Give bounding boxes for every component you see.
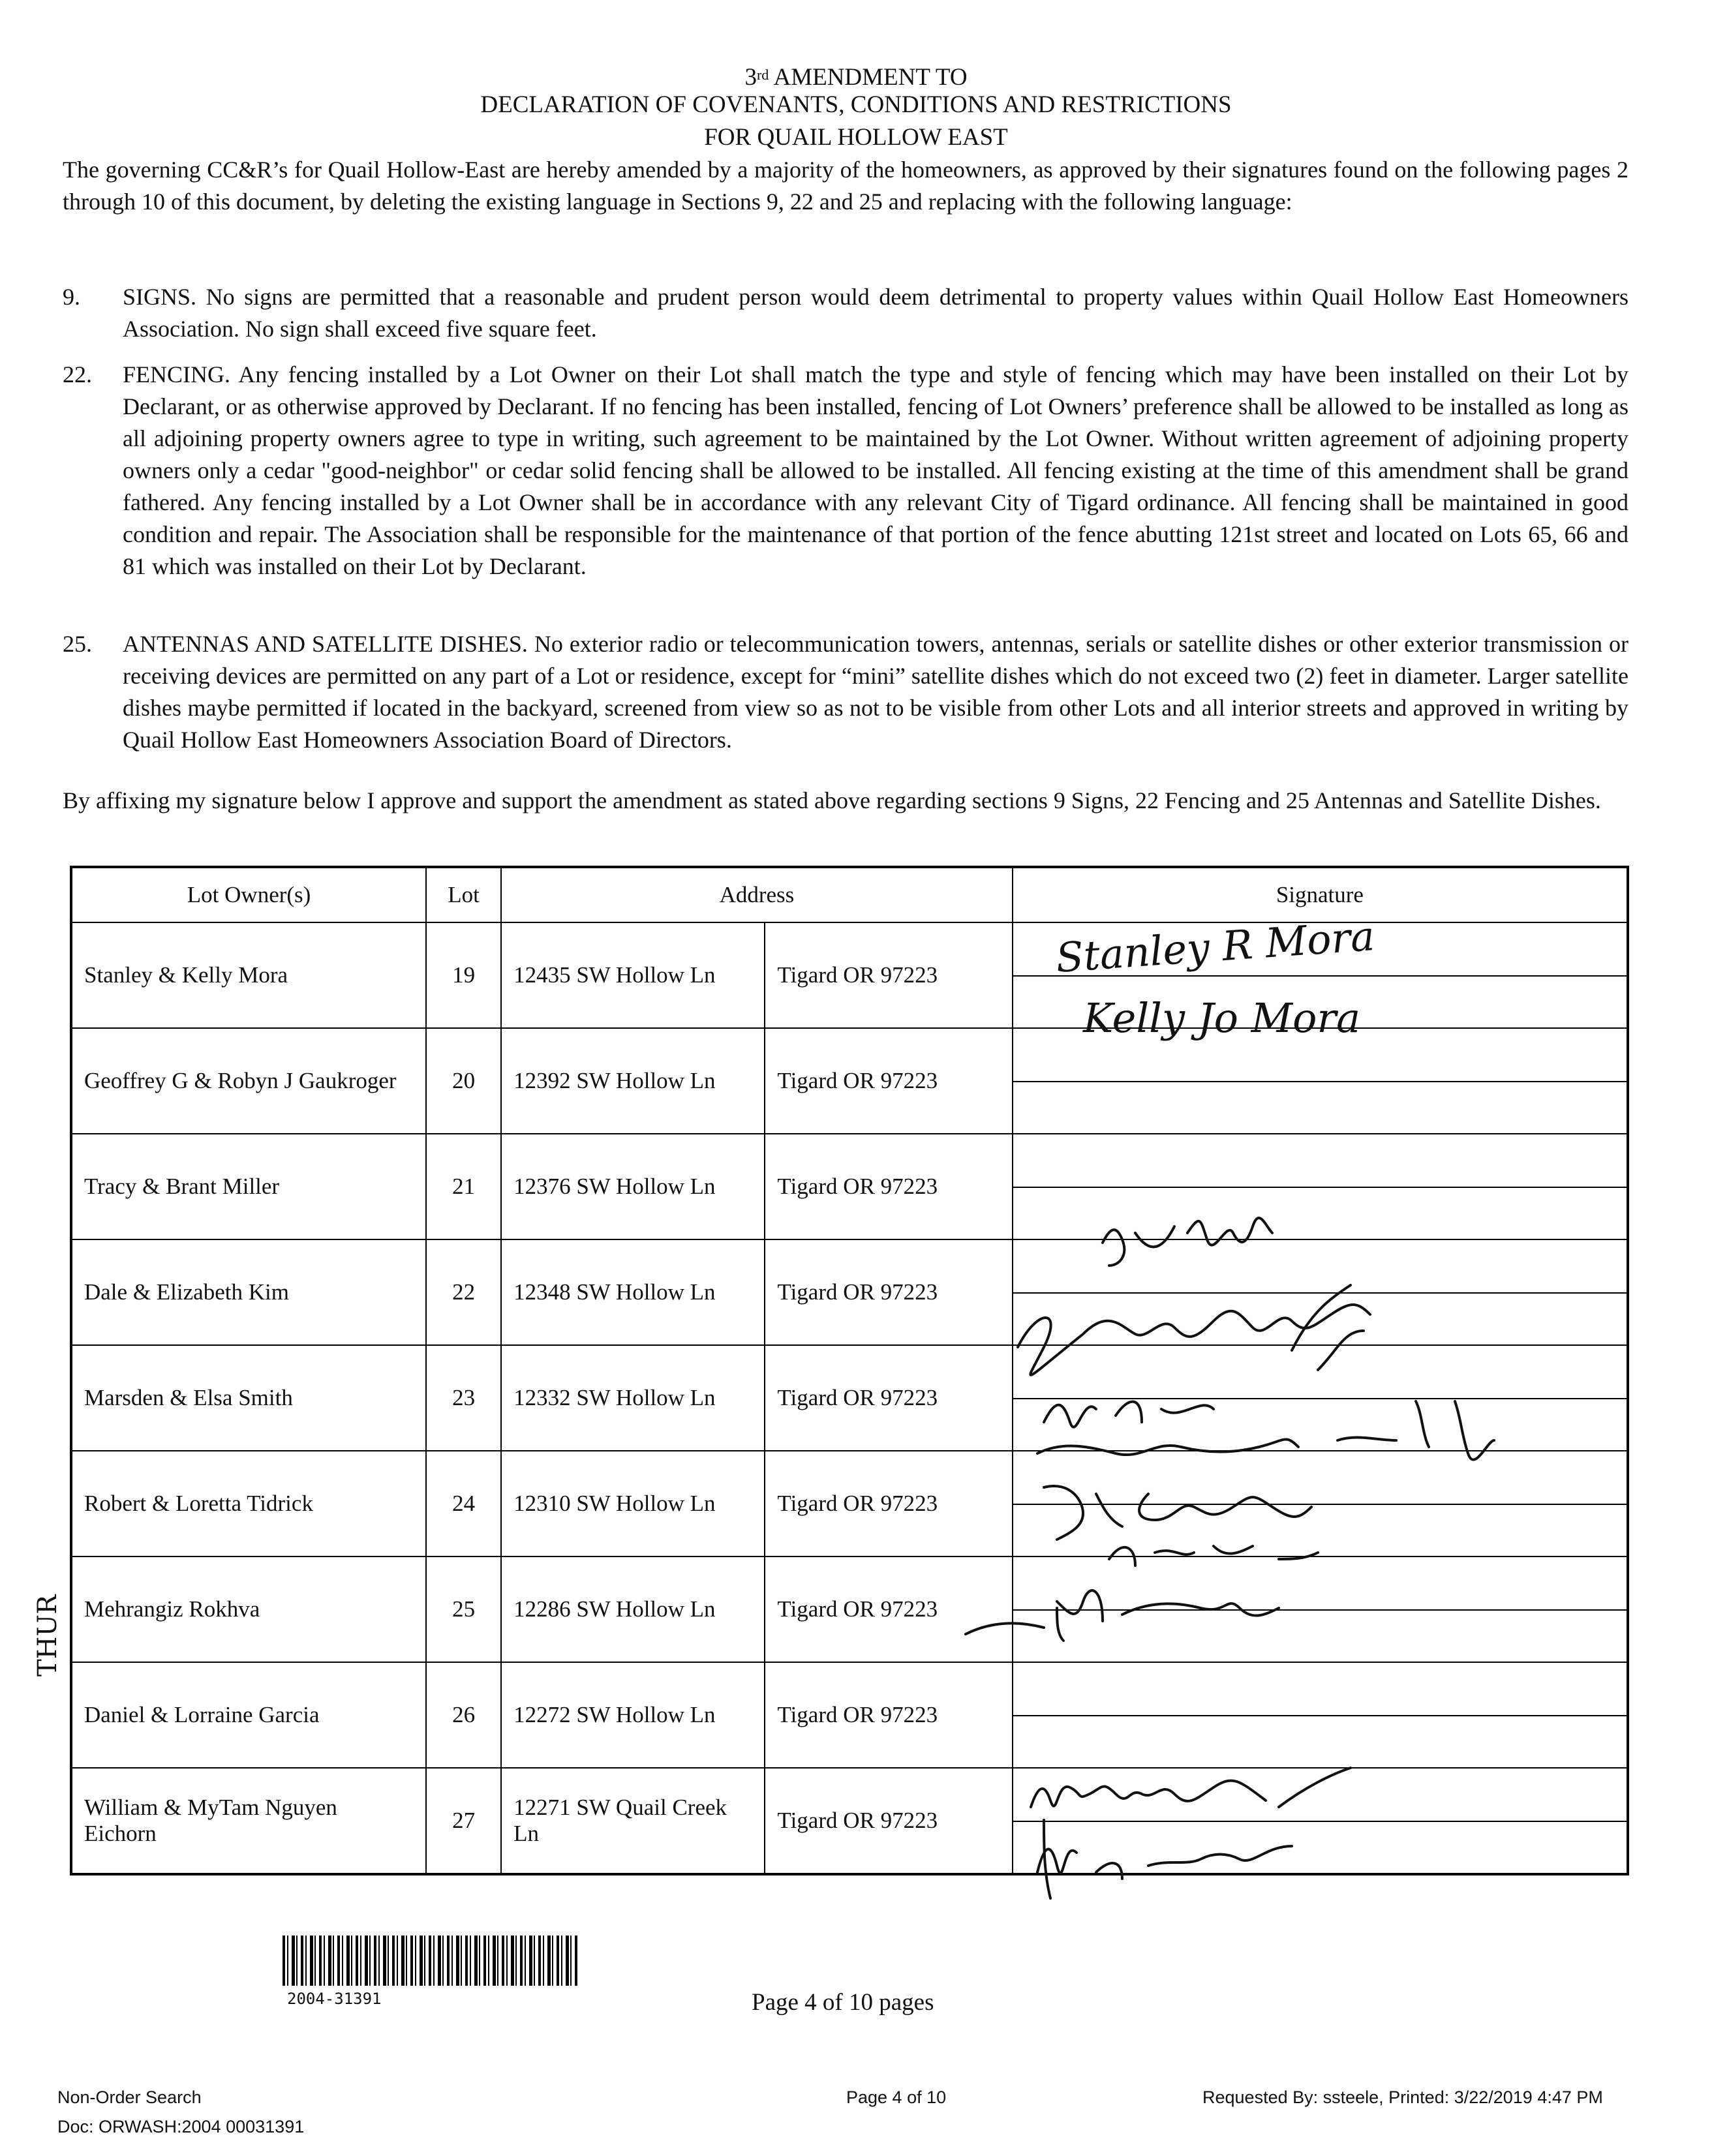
city-cell: Tigard OR 97223 [765,1556,1012,1662]
margin-handwritten-note: THUR [33,1594,63,1677]
signature-kelly-mora [1082,994,1360,1042]
header-lot-owners: Lot Owner(s) [71,867,426,922]
signature-rokhva [966,1590,1279,1641]
lot-cell: 24 [426,1451,501,1556]
street-cell: 12392 SW Hollow Ln [501,1028,765,1134]
svg-text:Kelly Jo Mora: Kelly Jo Mora [1083,994,1361,1042]
city-cell: Tigard OR 97223 [765,1134,1012,1239]
city-cell: Tigard OR 97223 [765,1451,1012,1556]
signature-stanley-mora [1054,912,1376,982]
doc-title-line1: 3rd AMENDMENT TO [744,64,968,91]
owner-cell: Marsden & Elsa Smith [71,1345,426,1451]
footer-right: Requested By: ssteele, Printed: 3/22/2019 4:47 PM [1202,2088,1603,2107]
street-cell: 12376 SW Hollow Ln [501,1134,765,1239]
lot-cell: 22 [426,1239,501,1345]
signature-tidrick [1044,1486,1318,1566]
footer-left-line2: Doc: ORWASH:2004 00031391 [57,2117,305,2136]
owner-cell: Geoffrey G & Robyn J Gaukroger [71,1028,426,1134]
section-text: FENCING. Any fencing installed by a Lot Owner on their Lot shall match the type and style of fencing which may have been installed on their Lot by Declarant, or as otherwise approved by Declarant. If no fencing has been installed, fencing of Lot Owners’ preference shall be allowed to be installed as long as all adjoining property owners agree to type in writing, such agreement to be maintained by the Lot Owner. Without written agreement of adjoining property owners only a cedar "good-neighbor" or cedar solid fencing shall be allowed to be installed. All fencing existing at the time of this amendment shall be grand fathered. Any fencing installed by a Lot Owner shall be in accordance with any relevant City of Tigard ordinance. All fencing shall be maintained in good condition and repair. The Association shall be responsible for the maintenance of that portion of the fence abutting 121st street and located on Lots 65, 66 and 81 which was installed on their Lot by Declarant. [123,361,1628,579]
city-cell: Tigard OR 97223 [765,1239,1012,1345]
street-cell: 12286 SW Hollow Ln [501,1556,765,1662]
doc-title-line3: FOR QUAIL HOLLOW EAST [704,124,1008,151]
lot-cell: 27 [426,1768,501,1874]
street-cell: 12348 SW Hollow Ln [501,1239,765,1345]
lot-cell: 21 [426,1134,501,1239]
owner-cell: Tracy & Brant Miller [71,1134,426,1239]
doc-title-line2: DECLARATION OF COVENANTS, CONDITIONS AND RESTRICTIONS [480,91,1232,118]
street-cell: 12310 SW Hollow Ln [501,1451,765,1556]
signature-smith [1037,1401,1494,1460]
owner-cell: Dale & Elizabeth Kim [71,1239,426,1345]
header-address: Address [501,867,1013,922]
lot-cell: 19 [426,922,501,1028]
owner-cell: Daniel & Lorraine Garcia [71,1662,426,1768]
owner-cell: Robert & Loretta Tidrick [71,1451,426,1556]
street-cell: 12271 SW Quail Creek Ln [501,1768,765,1874]
footer-center: Page 4 of 10 [846,2088,947,2107]
section-number: 9. [63,284,80,310]
footer-left-line1: Non-Order Search [57,2088,202,2107]
page-label: Page 4 of 10 pages [752,1989,934,2016]
street-cell: 12272 SW Hollow Ln [501,1662,765,1768]
section-number: 22. [63,361,92,387]
owner-cell: Mehrangiz Rokhva [71,1556,426,1662]
header-lot: Lot [426,867,501,922]
document-barcode [283,1936,577,1986]
city-cell: Tigard OR 97223 [765,1345,1012,1451]
svg-text:Stanley R Mora: Stanley R Mora [1054,912,1377,982]
lot-cell: 25 [426,1556,501,1662]
city-cell: Tigard OR 97223 [765,1028,1012,1134]
street-cell: 12332 SW Hollow Ln [501,1345,765,1451]
section-text: SIGNS. No signs are permitted that a reasonable and prudent person would deem detrimental to property values within Quail Hollow East Homeowners Association. No sign shall exceed five square feet. [123,284,1628,342]
lot-cell: 26 [426,1662,501,1768]
owner-cell: Stanley & Kelly Mora [71,922,426,1028]
owner-cell: William & MyTam Nguyen Eichorn [71,1768,426,1874]
city-cell: Tigard OR 97223 [765,1662,1012,1768]
intro-paragraph: The governing CC&R’s for Quail Hollow-East are hereby amended by a majority of the homeowners, as approved by their signatures found on the following pages 2 through 10 of this document, by deleting the existing language in Sections 9, 22 and 25 and replacing with the following language: [63,157,1628,215]
approval-statement: By affixing my signature below I approve and support the amendment as stated above regarding sections 9 Signs, 22 Fencing and 25 Antennas and Satellite Dishes. [63,787,1601,813]
header-signature: Signature [1013,867,1628,922]
lot-cell: 23 [426,1345,501,1451]
city-cell: Tigard OR 97223 [765,922,1012,1028]
signature-kim [1018,1218,1370,1375]
city-cell: Tigard OR 97223 [765,1768,1012,1874]
street-cell: 12435 SW Hollow Ln [501,922,765,1028]
section-number: 25. [63,631,92,657]
section-text: ANTENNAS AND SATELLITE DISHES. No exterior radio or telecommunication towers, antennas, serials or satellite dishes or other exterior transmission or receiving devices are permitted on any part of a Lot or residence, except for “mini” satellite dishes which do not exceed two (2) feet in diameter. Larger satellite dishes maybe permitted if located in the backyard, screened from view so as not to be visible from other Lots and all interior streets and approved in writing by Quail Hollow East Homeowners Association Board of Directors. [123,631,1628,753]
signature-eichorn [1031,1768,1351,1898]
lot-cell: 20 [426,1028,501,1134]
barcode-number: 2004-31391 [287,1990,382,2008]
